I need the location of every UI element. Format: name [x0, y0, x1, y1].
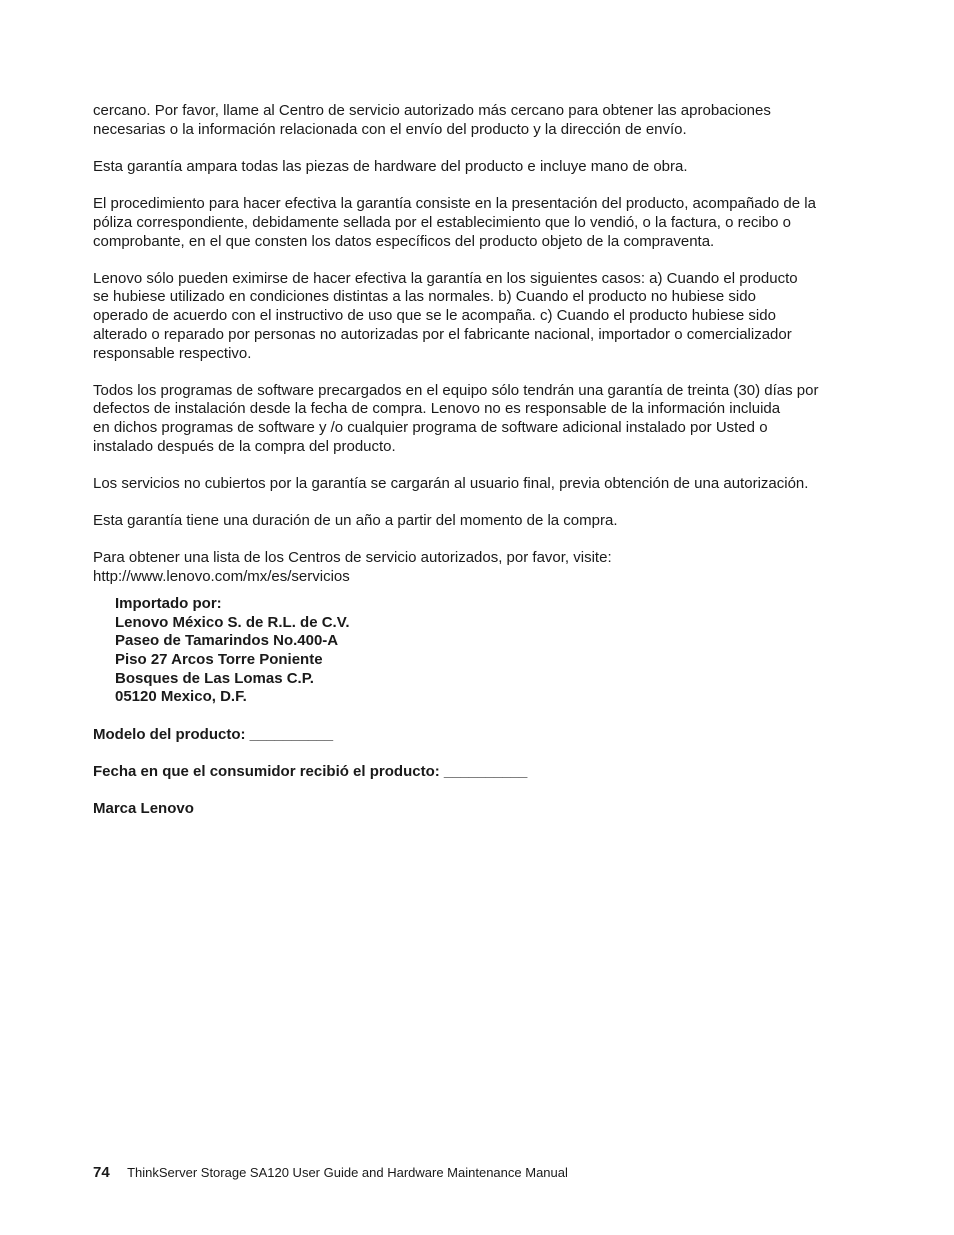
- address-line: Importado por:: [115, 594, 222, 612]
- page-footer: [93, 1164, 568, 1182]
- paragraph-software-warranty: [93, 382, 853, 457]
- text-line: responsable respectivo.: [93, 344, 252, 362]
- text-line: Todos los programas de software precargados en el equipo sólo tendrán una garantía de treinta (30) días por: [93, 381, 819, 399]
- text-line: en dichos programas de software y /o cualquier programa de software adicional instalado por Usted o: [93, 419, 768, 437]
- page-number: 74: [93, 1164, 110, 1181]
- text-line: comprobante, en el que consten los datos específicos del producto objeto de la compraventa.: [93, 232, 715, 250]
- product-model-field: Modelo del producto: __________: [93, 725, 334, 743]
- text-line: cercano. Por favor, llame al Centro de servicio autorizado más cercano para obtener las aprobaciones: [93, 102, 771, 119]
- address-line: Lenovo México S. de R.L. de C.V.: [115, 613, 350, 631]
- address-line: 05120 Mexico, D.F.: [115, 688, 247, 706]
- text-line: necesarias o la información relacionada con el envío del producto y la dirección de envío.: [93, 120, 687, 138]
- service-centers-url: http://www.lenovo.com/mx/es/servicios: [93, 568, 350, 586]
- paragraph-service-centers: [93, 549, 853, 586]
- address-line: Bosques de Las Lomas C.P.: [115, 669, 314, 687]
- paragraph-warranty-duration: [93, 512, 853, 531]
- page-content: [93, 102, 853, 837]
- text-line: Lenovo sólo pueden eximirse de hacer efectiva la garantía en los siguientes casos: a) Cuando el producto: [93, 269, 798, 287]
- brand-field: Marca Lenovo: [93, 799, 194, 817]
- text-line: Para obtener una lista de los Centros de servicio autorizados, por favor, visite:: [93, 549, 612, 567]
- paragraph-uncovered-services: [93, 475, 853, 494]
- date-received-field: Fecha en que el consumidor recibió el producto: __________: [93, 762, 528, 780]
- paragraph-warranty-coverage: [93, 158, 853, 177]
- address-line: Piso 27 Arcos Torre Poniente: [115, 650, 323, 668]
- paragraph-shipping-approvals: [93, 102, 853, 139]
- text-line: póliza correspondiente, debidamente sellada por el establecimiento que lo vendió, o la factura, o recibo o: [93, 213, 791, 231]
- importer-address: [115, 595, 853, 707]
- text-line: defectos de instalación desde la fecha de compra. Lenovo no es responsable de la información incluida: [93, 400, 781, 418]
- text-line: se hubiese utilizado en condiciones distintas a las normales. b) Cuando el producto no hubiese sido: [93, 288, 756, 306]
- text-line: Esta garantía tiene una duración de un año a partir del momento de la compra.: [93, 512, 618, 530]
- text-line: instalado después de la compra del producto.: [93, 437, 396, 455]
- text-line: El procedimiento para hacer efectiva la garantía consiste en la presentación del producto, acompañado de la: [93, 195, 816, 213]
- manual-title: ThinkServer Storage SA120 User Guide and Hardware Maintenance Manual: [127, 1165, 568, 1180]
- text-line: Los servicios no cubiertos por la garantía se cargarán al usuario final, previa obtención de una autorización.: [93, 475, 809, 493]
- text-line: Esta garantía ampara todas las piezas de hardware del producto e incluye mano de obra.: [93, 157, 688, 175]
- text-line: operado de acuerdo con el instructivo de uso que se le acompaña. c) Cuando el producto hubiese sido: [93, 307, 776, 325]
- text-line: alterado o reparado por personas no autorizadas por el fabricante nacional, importador o comercializador: [93, 325, 792, 343]
- paragraph-warranty-exceptions: [93, 270, 853, 364]
- address-line: Paseo de Tamarindos No.400-A: [115, 632, 339, 650]
- paragraph-warranty-procedure: [93, 195, 853, 251]
